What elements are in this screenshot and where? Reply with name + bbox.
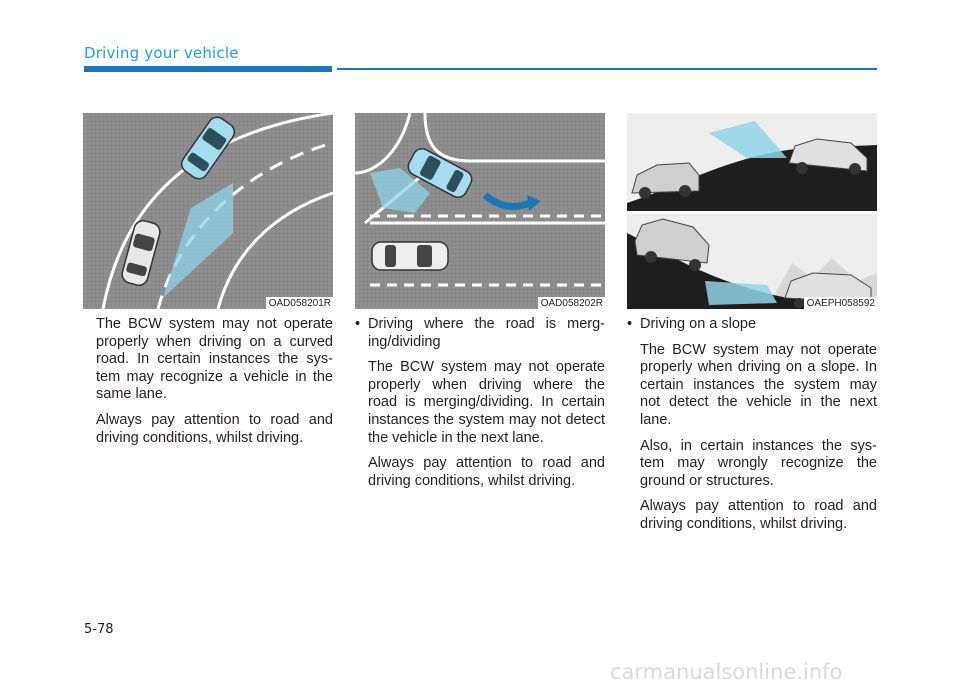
paragraph: Always pay attention to road and driving conditions, whilst driving. — [96, 411, 333, 446]
figure-code: OAD058201R — [266, 297, 333, 309]
merging-road-illustration — [355, 113, 605, 309]
paragraph: Always pay attention to road and driving conditions, whilst driving. — [640, 498, 877, 532]
bullet-heading: • Driving where the road is merg-ing/dividing — [353, 316, 605, 351]
header-rule-thick — [84, 66, 332, 72]
figure-curved-road — [83, 113, 333, 309]
page-number: 5-78 — [84, 622, 114, 637]
figure-merging-road — [355, 113, 605, 309]
paragraph: The BCW system may not operate properly when driving on a curved road. In certain instances the sys-tem may recognize a vehicle in the same lane. — [96, 316, 333, 403]
curved-road-illustration — [83, 113, 333, 309]
watermark: carmanualsonline.info — [610, 660, 843, 684]
figure-slope — [627, 113, 877, 309]
paragraph: Also, in certain instances the sys-tem may wrongly recognize the ground or structures. — [640, 437, 877, 489]
slope-illustration — [627, 113, 877, 309]
car-top-icon — [372, 242, 448, 270]
figure-code: OAEPH058592 — [804, 297, 877, 309]
header-rule-thin — [337, 68, 877, 70]
section-title: Driving your vehicle — [84, 44, 239, 62]
column-curved-road — [81, 316, 333, 455]
paragraph: The BCW system may not operate properly when driving on a slope. In certain instances the system may not detect the vehicle in the next lane. — [640, 341, 877, 428]
column-merging-road — [353, 316, 605, 498]
paragraph: The BCW system may not operate properly when driving where the road is merging/dividing. In certain instances the system may not detect the vehicle in the next lane. — [368, 359, 605, 446]
figure-code: OAD058202R — [538, 297, 605, 309]
column-slope — [625, 316, 877, 542]
bullet-heading: • Driving on a slope — [625, 316, 877, 334]
paragraph: Always pay attention to road and driving conditions, whilst driving. — [368, 455, 605, 489]
